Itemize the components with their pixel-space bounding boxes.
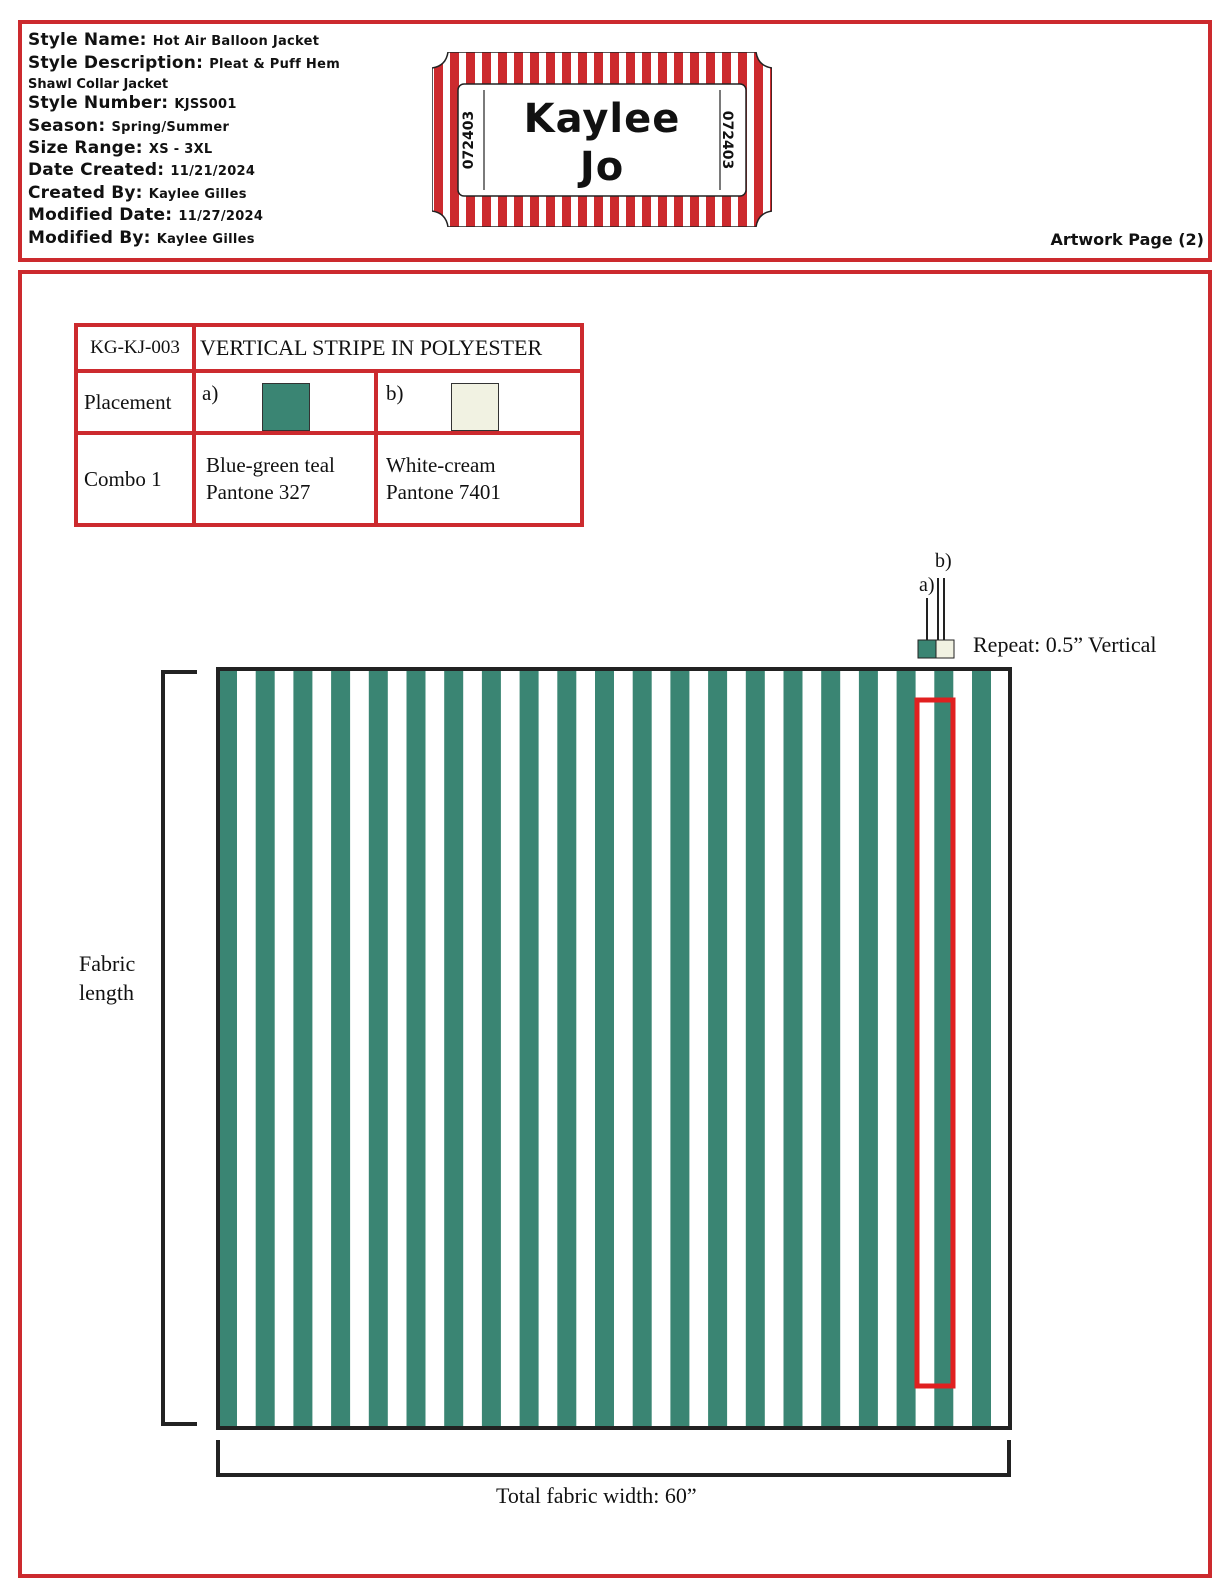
stripe-pattern <box>218 669 1010 1428</box>
teal-stripe <box>557 669 576 1428</box>
combo-b-color: White-cream <box>386 452 496 477</box>
width-bracket <box>218 1440 1009 1475</box>
artwork-page-label: Artwork Page (2) <box>1050 230 1204 249</box>
teal-stripe <box>859 669 878 1428</box>
placement-a-label: a) <box>202 381 219 405</box>
repeat-swatch-a <box>918 640 936 658</box>
repeat-label-b: b) <box>935 550 952 572</box>
placement-label: Placement <box>76 371 194 433</box>
combo-a-pantone: Pantone 327 <box>206 480 311 504</box>
teal-stripe <box>708 669 727 1428</box>
fabric-length-label-line1: Fabric <box>79 951 136 976</box>
repeat-label-a: a) <box>919 574 935 596</box>
teal-stripe <box>670 669 689 1428</box>
logo-code-right: 072403 <box>719 110 736 170</box>
spec-date-created: Date Created: 11/21/2024 <box>28 160 256 180</box>
repeat-swatch-b <box>936 640 954 658</box>
spec-style-name: Style Name: Hot Air Balloon Jacket <box>28 30 320 50</box>
teal-stripe <box>897 669 916 1428</box>
combo-a-color: Blue-green teal <box>206 452 335 477</box>
teal-stripe <box>218 669 237 1428</box>
teal-stripe <box>482 669 501 1428</box>
teal-stripe <box>595 669 614 1428</box>
spec-modified-date: Modified Date: 11/27/2024 <box>28 205 264 225</box>
length-bracket <box>163 672 197 1424</box>
teal-stripe <box>972 669 991 1428</box>
teal-stripe <box>784 669 803 1428</box>
logo-code-left: 072403 <box>461 110 478 170</box>
teal-stripe <box>746 669 765 1428</box>
teal-stripe <box>293 669 312 1428</box>
teal-stripe <box>444 669 463 1428</box>
spec-season: Season: Spring/Summer <box>28 116 230 136</box>
repeat-label: Repeat: 0.5” Vertical <box>973 632 1157 657</box>
logo-name-line1: Kaylee <box>523 96 681 142</box>
teal-stripe <box>407 669 426 1428</box>
teal-stripe <box>633 669 652 1428</box>
spec-style-number: Style Number: KJSS001 <box>28 93 237 113</box>
spec-size-range: Size Range: XS - 3XL <box>28 138 213 158</box>
logo-name-line2: Jo <box>579 144 625 190</box>
teal-stripe <box>369 669 388 1428</box>
teal-stripe <box>256 669 275 1428</box>
spec-created-by: Created By: Kaylee Gilles <box>28 183 247 203</box>
teal-stripe <box>934 669 953 1428</box>
spec-modified-by: Modified By: Kaylee Gilles <box>28 228 255 248</box>
placement-b-label: b) <box>386 381 404 405</box>
fabric-code-cell: KG-KJ-003 <box>76 325 194 371</box>
spec-style-description-line2: Shawl Collar Jacket <box>28 77 169 92</box>
teal-stripe <box>520 669 539 1428</box>
combo-b-pantone: Pantone 7401 <box>386 480 501 504</box>
teal-stripe <box>331 669 350 1428</box>
fabric-title-cell: VERTICAL STRIPE IN POLYESTER <box>194 325 582 371</box>
combo-label: Combo 1 <box>76 433 194 525</box>
fabric-length-label-line2: length <box>79 980 134 1005</box>
teal-stripe <box>821 669 840 1428</box>
spec-style-description: Style Description: Pleat & Puff Hem <box>28 53 341 73</box>
fabric-width-label: Total fabric width: 60” <box>496 1483 697 1508</box>
